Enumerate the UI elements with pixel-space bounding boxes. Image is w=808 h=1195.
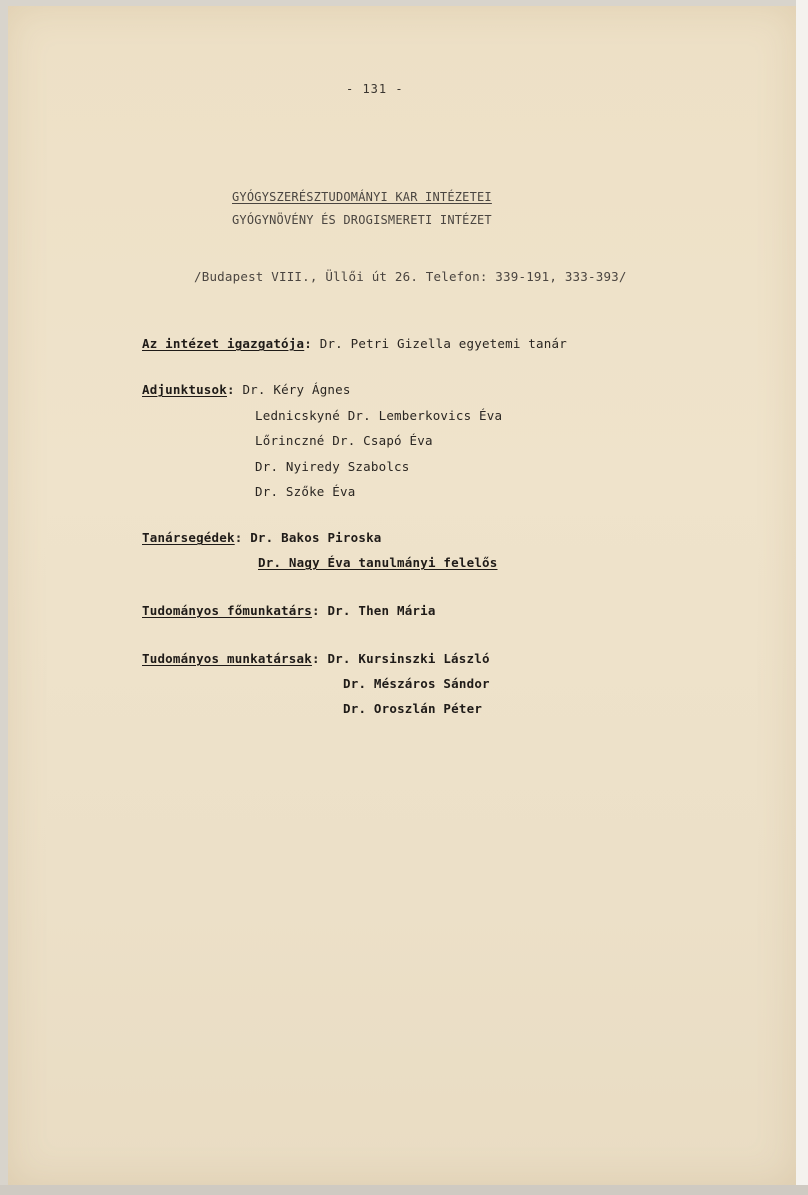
assistant-name: Dr. Bakos Piroska: [250, 530, 382, 545]
scan-edge-bottom: [0, 1185, 808, 1195]
researchers-separator: :: [311, 651, 320, 666]
director-separator: :: [304, 336, 312, 351]
assistants-label: Tanársegédek: [142, 530, 235, 545]
assistants-row: [142, 530, 382, 545]
chief-researcher-label: Tudományos főmunkatárs: [142, 603, 312, 618]
institute-address: /Budapest VIII., Üllői út 26. Telefon: 339-191, 333-393/: [194, 269, 627, 284]
director-label: Az intézet igazgatója: [142, 336, 305, 351]
adjunct-name: Dr. Szőke Éva: [255, 484, 356, 499]
adjunct-name: Lőrinczné Dr. Csapó Éva: [255, 433, 433, 448]
assistants-separator: :: [234, 530, 243, 545]
adjunct-name: Dr. Nyiredy Szabolcs: [255, 459, 410, 474]
researcher-name: Dr. Oroszlán Péter: [343, 701, 483, 716]
document-page: [8, 6, 796, 1186]
researchers-row: [142, 651, 490, 666]
researchers-label: Tudományos munkatársak: [142, 651, 312, 666]
researcher-name: Dr. Mészáros Sándor: [343, 676, 490, 691]
director-row: [142, 336, 567, 351]
page-number: - 131 -: [346, 82, 404, 96]
researcher-name: Dr. Kursinszki László: [327, 651, 490, 666]
institute-title: GYÓGYNÖVÉNY ÉS DROGISMERETI INTÉZET: [232, 213, 492, 227]
director-name: Dr. Petri Gizella egyetemi tanár: [319, 336, 567, 351]
adjunct-name: Lednicskyné Dr. Lemberkovics Éva: [255, 408, 503, 423]
assistant-name: Dr. Nagy Éva tanulmányi felelős: [258, 555, 498, 570]
chief-researcher-name: Dr. Then Mária: [327, 603, 436, 618]
adjuncts-separator: :: [226, 382, 235, 397]
adjunct-name: Dr. Kéry Ágnes: [242, 382, 351, 397]
faculty-title: GYÓGYSZERÉSZTUDOMÁNYI KAR INTÉZETEI: [232, 190, 492, 204]
chief-researcher-row: [142, 603, 436, 618]
adjuncts-label: Adjunktusok: [142, 382, 227, 397]
adjuncts-row: [142, 382, 351, 397]
scan-edge-right: [796, 0, 808, 1195]
chief-researcher-separator: :: [311, 603, 320, 618]
